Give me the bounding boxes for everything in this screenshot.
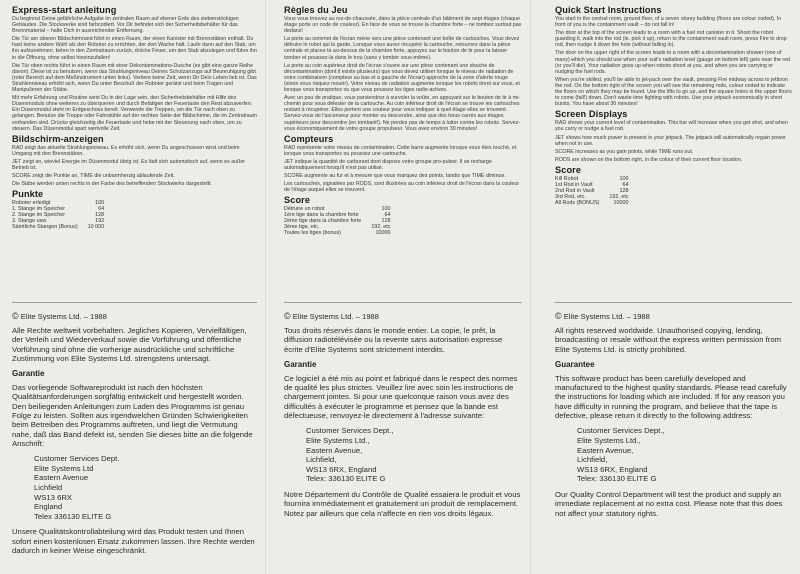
closing-paragraph: Notre Département du Contrôle de Qualité essaiera le produit et vous fournira immédiatement et gratuitement un produit de remplacement. Notez par ailleurs que cela n'affecte en rien vos droits légaux. [284,489,521,518]
table-row [284,230,395,236]
score-label: 2nd Rod in Vault [555,187,595,194]
score-value: 192 [95,218,105,225]
address-line: Elite Systems Ltd., [577,435,641,445]
heading-screen-displays: Bildschirm-anzeigen [12,133,104,144]
paragraph: The door at the top of the screen leads to a room with a fuel rod canister in it. Shoot the robot guarding it, walk into the rod (ie. pick it up), return to the containment vault room, press Fire to drop rod, then nudge it down the hole (without falling in). [555,30,787,49]
paragraph: You start in the central room, ground floor, of a seven storey building (floors are colour coded). In front of you is the containment vault – do not fall in! [555,16,782,29]
panel-english-bottom [555,311,792,518]
score-value: 192, etc [371,224,391,231]
paragraph: SCORE zeigt die Punkte an, TIME die unbarmherzig ablaufende Zeit. [12,173,175,180]
address-block [577,426,792,484]
divider [12,302,257,303]
score-value: 64 [622,181,629,188]
score-value: 128 [95,212,105,219]
address-line: Telex: 336130 ELITE G [577,474,657,484]
score-value: 64 [98,206,105,213]
paragraph: Du beginnst Deine gefährliche Aufgabe im zentralen Raum auf ebener Erde des siebenstöckigen Gebäudes. Die Stockwerke sind farbcodiert. Vor Dir befindet sich der Sicherheitsbehälter für das Brennmaterial – halte Dich in ausreichender Entfernung. [12,16,239,35]
copyright-line [555,311,792,321]
panel-german-top [12,4,257,296]
copyright-symbol: © [284,311,291,321]
address-line: Lichfield, [306,455,337,465]
heading-express-start: Express-start anleitung [12,5,117,15]
score-label: Kill Robot [555,175,579,182]
fold-line-right [530,0,532,574]
paragraph: The door on the upper right of the screen leads to a room with a decontamination shower (one of many) which you should use when your suit's radiation level (gauge on bottom left) gets near the red (or you'll die). Your radiation goes up when robots shoot at you, and when you are carrying or nudging the fuel rods. [555,50,791,75]
closing-paragraph: Our Quality Control Department will test the product and supply an immediate replacement at no extra cost. Please note that this does not affect your statutory rights. [555,489,783,518]
heading-guarantee: Guarantee [555,359,595,369]
table-row [555,200,633,206]
paragraph: When you're skilled, you'll be able to jet-pack over the vault, pressing Fire midway across to jettison the rod. On the bottom right of the screen you will see the remaining rods, colour coded to indicate the floors on which they may be found. Use the lifts to go up, and the square holes in the upper floors to come (fall!) down. Don't waste time fighting with robots. Use your jetpack economically in short bursts. You have about 30 minutes! [555,76,792,108]
copyright-text: Elite Systems Ltd. – 1988 [292,312,379,321]
score-label: 1ère tige dans la chambre forte [284,212,359,219]
divider [555,302,792,303]
heading-guarantee: Garantie [284,359,317,369]
score-table [12,200,108,230]
fold-line-left [265,0,267,574]
address-line: Eastern Avenue, [577,445,634,455]
address-line: Elite Systems Ltd., [306,435,370,445]
score-table [284,206,395,236]
panel-german [0,0,265,574]
score-value: 10000 [375,230,391,237]
heading-screen-displays: Screen Displays [555,109,628,120]
paragraph: La porte au coin supérieur droit de l'écran s'ouvre sur une pièce contenant une douche de décontamination (dont il existe plusieurs) que vous devez utiliser lorsque le niveau de radiation de votre combinaison (compteur au bas et à gauche de l'écran) approche de la zone d'alerte rouge (sinon vous risquez mourir). Votre niveau de radiation augmente lorsque les robots tirent sur vous, et lorsque vous transportez ou que vous poussez les tiges radio-actives. [284,62,520,94]
heading-counters: Compteurs [284,133,334,144]
table-row [555,188,633,194]
address-line: Customer Services Dept. [34,454,120,464]
copyright-text: Elite Systems Ltd. – 1988 [20,312,107,321]
address-block [306,426,522,484]
address-line: WS13 6RX, England [306,464,377,474]
score-label: 2. Stange im Speicher [12,212,66,219]
score-value: 10 000 [87,224,105,231]
score-label: Toutes les tiges (bonus) [284,230,341,237]
paragraph: Die Tür am oberen Bildschirmrand führt in einen Raum, der einen Kanister mit Brennstäben enthält. Du hast keine andere Wahl als den Roboter zu errichten, der dort Wache hält. Laufe dann auf den Stab, um ihn aufzunehmen, kehre in den Zentralraum zurück, drücke Feuer, um den Stab abzulegen und führe ihn in die Öffnung, ohne selbst hineinzufallen! [12,36,257,61]
paragraph: JET zeigt an, wieviel Energie im Düsenmodul übrig ist. Es lädt sich automatisch auf, wenn es außer Betrieb ist. [12,158,246,171]
score-label: All Rods (BONUS) [555,199,600,206]
copyright-line [12,311,257,321]
score-label: 3. Stange usw. [12,218,48,225]
table-row [12,224,108,230]
address-line: England [34,502,63,512]
score-label: 2ème tige dans la chambre forte [284,218,362,225]
score-table [555,176,633,206]
address-line: Lichfield [34,483,63,493]
copyright-symbol: © [12,311,19,321]
address-line: Customer Services Dept., [577,426,665,436]
heading-rules: Règles du Jeu [284,5,348,15]
paragraph: SCORE augmente au fur et à mesure que vous marquez des points, tandis que TIME diminue. [284,173,506,180]
guarantee-paragraph: This software product has been carefully developed and manufactured to the highest quality standards. Please read carefully the instructions for loading which are included. If for any reason you have difficulty in running the program, and believe that the tape is defective, please return it directly to the following address: [555,373,787,421]
address-line: Elite Systems Ltd [34,463,94,473]
address-line: Lichfield, [577,455,608,465]
panel-french-top [284,4,522,296]
score-value: 64 [384,212,391,219]
paragraph: Vous vous trouvez au rez-de-chaussée, dans la pièce centrale d'un bâtiment de sept étages (chaque étage porte un code de couleur). En face de vous se trouve la chambre forte – ne tombez surtout pas dedans! [284,16,522,35]
divider [284,302,522,303]
paragraph: JET indique la quantité de carburant dont dispose votre groupe pro-pulser. Il se recharge automatiquement lorsqu'il n'est pas utilisé. [284,158,492,171]
heading-guarantee: Garantie [12,369,45,379]
score-label: Détruire un robot [284,206,325,213]
paragraph: Les cartouches, signalées par RODS, sont illustrées au coin inférieur droit de l'écran dans la couleur de l'étage auquel elles se trouvent. [284,181,520,194]
score-value: 100 [381,206,391,213]
paragraph: La porte au sommet de l'écran mène vers une pièce contenant une boîte de cartouches. Vous devez détruire le robot qui la garde. Lorsque vous aurez récupéré la cartouche, retournez dans la pièce centrale et placez-la au-dessus de la chambre forte, appuyez sur le bouton de tir pour la laisser tomber et poussez-la dans le trou (sans y tomber vous-même). [284,36,520,61]
rights-paragraph: Tous droits réservés dans le monde entier. La copie, le prêt, la diffusion radiotélévisée ou la revente sans autorisation expresse écrite d'Elite Systems sont strictement interdits. [284,326,503,354]
rights-paragraph: Alle Rechte weltweit vorbehalten. Jegliches Kopieren, Vervielfältigen, der Verleih und Wiederverkauf sowie die Vorführung und öffentliche Vorführung sind ohne die vorherige ausdrückliche und schriftliche Zustimmung von Elite Systems Ltd. strengstens untersagt. [12,326,247,363]
paragraph: Mit mehr Erfahrung und Routine wirst Du in der Lage sein, den Sicherheitsbehälter mit Hilfe des Düsenmoduls ohne weiteres zu überqueren und durch Betätigen der Feuertaste den Rest abzuwerfen. Ein Düsenmodul steht im Erdgeschoss bereit. Verwende die Treppen, um die Tür nach oben zu gelangen. Benutze die Treppe oder Fahrstühle auf der rechten Seite der Bildschirme, die im Zentralraum vorhanden sind. Drücke gleichzeitig die Feuertaste und hebe mit der Steuerung nach oben, um zu steuern. Das Düsenmodul spart wertvolle Zeit. [12,95,257,132]
address-block [34,454,257,521]
paragraph: JET shows how much power is present in your jetpack. The jetpack will automatically regain power when not in use. [555,134,786,147]
panel-english [533,0,800,574]
closing-paragraph: Unsere Qualitätskontrollabteilung wird das Produkt testen und Ihnen sofort einen kostenlosen Ersatz zukommen lassen. Ihre Rechte werden dadurch in keiner Weise eingeschränkt. [12,527,255,556]
panel-french-bottom [284,311,522,518]
copyright-symbol: © [555,311,562,321]
score-value: 100 [619,175,629,182]
score-label: Sämtliche Stangen (Bonus) [12,224,78,231]
paragraph: RODS are shown on the bottom right, in the colour of their current floor location. [555,156,743,163]
copyright-line [284,311,522,321]
heading-score: Score [555,164,582,175]
score-value: 100 [95,200,105,207]
address-line: Telex 336130 ELITE G [34,511,112,521]
paragraph: RAD shows your current level of contamination. This bar will increase when you get shot, and when you carry or nudge a fuel rod. [555,120,788,133]
copyright-text: Elite Systems Ltd. – 1988 [563,312,650,321]
score-label: 3ème tige, etc. [284,224,320,231]
paragraph: RAD représente votre niveau de contamination. Cette barre augmente lorsque vous êtes touché, et lorsque vous transportez ou poussez une cartouche. [284,144,517,157]
score-label: 3rd Rod, etc. [555,193,586,200]
score-label: Roboter erledigt [12,200,51,207]
guarantee-paragraph: Ce logiciel a été mis au point et fabriqué dans le respect des normes de qualité les plus strictes. Veuillez lire avec soin les instructions de chargement jointes. Si pour une quelconque raison vous avez des difficultés à exécuter le programme et pensez que la bande est défectueuse, renvoyez-le directement à l'adresse suivante: [284,373,518,421]
address-line: WS13 6RX, England [577,464,648,474]
score-value: 192, etc [609,193,629,200]
address-line: Eastern Avenue [34,473,89,483]
panel-english-top [555,4,792,296]
address-line: Telex: 336130 ELITE G [306,474,386,484]
rights-paragraph: All rights reserved worldwide. Unauthorised copying, lending, broadcasting or resale without the express written permission from Elite Systems Ltd. is strictly prohibited. [555,326,782,354]
address-line: Eastern Avenue, [306,445,363,455]
address-line: Customer Services Dept., [306,426,394,436]
paragraph: SCORE increases as you gain points, while TIME runs out. [555,148,694,155]
paragraph: RAD zeigt das aktuelle Strahlungsniveau. Es erhöht sich, wenn Du angeschossen wirst und beim Umgang mit den Brennstäben. [12,144,240,157]
guarantee-paragraph: Das vorliegende Softwareprodukt ist nach den höchsten Qualitätsanforderungen sorgfältig entwickelt und hergestellt worden. Den beiliegenden Anleitungen zum Laden des Programms ist genau Folge zu leisten. Sollten aus irgendwelchen Gründen Schwierigkeiten beim Betreiben des Programms auftreten, und liegt die Vermutung nahe, daß das Band defekt ist, senden Sie dieses bitte an die folgende Anschrift: [12,383,253,448]
score-value: 128 [619,187,629,194]
paragraph: Avec un peu de pratique, vous parviendrez à survoler la voûte, en appuyant sur le bouton de tir à mi-chemin pour vous délester de la cartouche. Au coin inférieur droit de l'écran se trouve les cartouches restant à récupérer. Elles portent une couleur pour vous indiquer à quel étage elles se trouvent. Servez-vous de l'ascenseur pour monter ou descendre, ainsi que des trous carrés aux étages supérieurs pour descendre (en tombant!). Ne perdez pas de temps à lutter contre les robots. Servez-vous économiquement de votre groupe propulseur. Vous avez environ 30 minutes! [284,95,521,132]
heading-quick-start: Quick Start Instructions [555,5,662,15]
panel-french [268,0,530,574]
score-value: 10000 [613,199,629,206]
score-label: 1st Rod in Vault [555,181,593,188]
heading-score: Score [284,195,311,206]
address-line: WS13 6RX [34,492,73,502]
heading-points: Punkte [12,189,44,200]
paragraph: Die Tür oben rechts führt in einen Raum mit einer Dekontaminations-Dusche (es gibt eine ganze Reihe davon). Diese ist zu benutzen, wenn das Strahlungsniveau Deines Schutzanzugs auf Beunruhigung gibt (roter Bereich auf dem Meßinstrument unten links). Verliere keine Zeit, wenn Dir Dein Leben lieb ist. Das Strahlenniveau erhöht sich, wenn Du unter Beschuß der Roboter gerätst und beim Tragen und Manipulieren der Stäbe. [12,62,257,94]
score-value: 128 [381,218,391,225]
panel-german-bottom [12,311,257,555]
paragraph: Die Stäbe werden unten rechts in der Farbe des betreffenden Stockwerks dargestellt. [12,181,212,188]
score-label: 1. Stange im Speicher [12,206,66,213]
